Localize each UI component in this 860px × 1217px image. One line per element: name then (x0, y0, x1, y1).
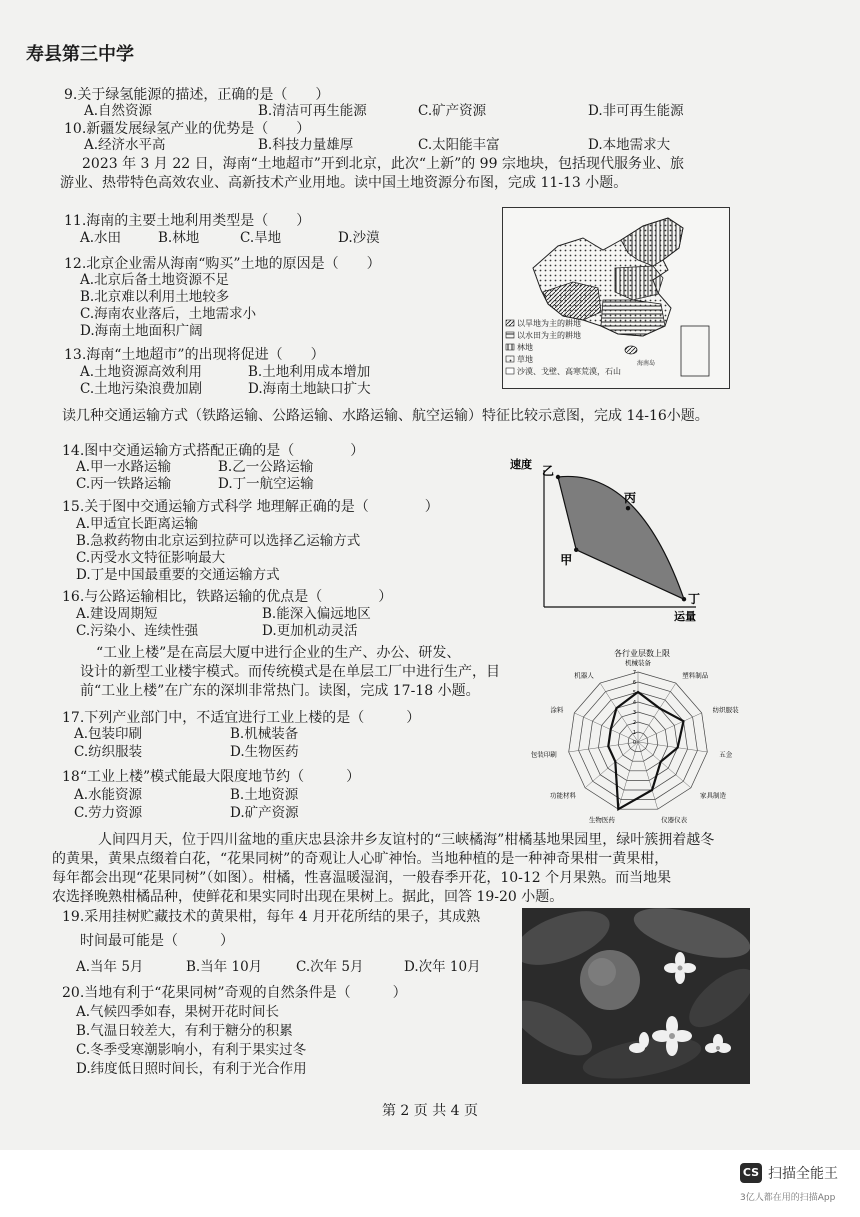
photo-graphic (522, 908, 750, 1084)
map-legend-forest: 林地 (517, 343, 533, 352)
question-20-stem: 20.当地有利于“花果同树”奇观的自然条件是（ ） (62, 985, 407, 1001)
question-14-stem: 14.图中交通运输方式搭配正确的是（ ） (62, 443, 365, 459)
question-13-option-c: C.土地污染浪费加剧 (80, 381, 203, 397)
question-16-stem: 16.与公路运输相比，铁路运输的优点是（ ） (62, 589, 393, 605)
industry-floor-radar-chart (530, 644, 755, 828)
radar-category-0: 机械装备 (625, 659, 651, 667)
transport-point-label-3: 丁 (688, 592, 701, 607)
map-region-north-plain (615, 266, 663, 300)
question-13-option-a: A.土地资源高效利用 (80, 364, 203, 380)
radar-tick-4: 4 (632, 700, 636, 706)
question-10-option-d: D.本地需求大 (588, 137, 671, 153)
question-12-option-b: B.北京难以利用土地较多 (80, 289, 230, 305)
radar-tick-3: 3 (632, 710, 636, 716)
question-19-option-a: A.当年 5月 (76, 959, 144, 975)
question-19-stem-line-2: 时间最可能是（ ） (80, 933, 234, 949)
question-9-option-a: A.自然资源 (84, 103, 153, 119)
question-15-option-a: A.甲适宜长距离运输 (76, 516, 199, 532)
camscanner-logo-icon: CS (740, 1163, 762, 1183)
question-20-option-a: A.气候四季如春，果树开花时间长 (76, 1004, 280, 1020)
radar-category-6: 生物医药 (588, 815, 615, 824)
question-9-stem: 9.关于绿氢能源的描述，正确的是（ ） (64, 87, 330, 103)
question-17-option-d: D.生物医药 (230, 744, 299, 760)
transport-point-label-0: 乙 (542, 464, 555, 478)
radar-category-7: 功能材料 (550, 791, 576, 800)
map-legend-grassland: 草地 (517, 355, 533, 364)
legend-swatch-forest (506, 344, 514, 350)
radar-spoke-7 (585, 742, 638, 788)
question-14-option-d: D.丁一航空运输 (218, 476, 314, 492)
question-17-option-a: A.包装印刷 (74, 726, 143, 742)
question-15-option-d: D.丁是中国最重要的交通运输方式 (76, 567, 280, 583)
question-19-option-d: D.次年 10月 (404, 959, 481, 975)
map-region-south-paddy (601, 300, 665, 336)
radar-category-5: 仪器仪表 (661, 815, 688, 824)
camscanner-name: 扫描全能王 (768, 1166, 838, 1182)
question-10-stem: 10.新疆发展绿氢产业的优势是（ ） (64, 121, 311, 137)
radar-category-2: 纺织服装 (712, 705, 739, 714)
question-16-option-c: C.污染小、连续性强 (76, 623, 199, 639)
transport-comparison-chart (508, 452, 708, 622)
map-legend-dryland: 以旱地为主的耕地 (517, 319, 581, 328)
question-18-stem: 18“工业上楼”模式能最大限度地节约（ ） (62, 769, 361, 785)
question-10-option-a: A.经济水平高 (84, 137, 166, 153)
question-16-option-d: D.更加机动灵活 (262, 623, 358, 639)
page-footer: 第 2 页 共 4 页 (381, 1103, 479, 1119)
question-12-stem: 12.北京企业需从海南“购买”土地的原因是（ ） (64, 256, 381, 272)
passage-3-line-3: 前“工业上楼”在广东的深圳非常热门。读图，完成 17-18 小题。 (80, 683, 480, 699)
question-16-option-b: B.能深入偏远地区 (262, 606, 371, 622)
question-18-option-c: C.劳力资源 (74, 805, 143, 821)
passage-4-line-4: 农选择晚熟柑橘品种，使鲜花和果实同时出现在果树上。据此，回答 19-20 小题。 (52, 889, 564, 905)
radar-tick-1: 1 (632, 730, 636, 736)
question-20-option-c: C.冬季受寒潮影响小，有利于果实过冬 (76, 1042, 307, 1058)
china-land-resource-map (502, 207, 730, 389)
question-13-stem: 13.海南“土地超市”的出现将促进（ ） (64, 347, 325, 363)
question-20-option-b: B.气温日较差大，有利于糖分的积累 (76, 1023, 293, 1039)
map-legend-paddy: 以水田为主的耕地 (517, 331, 581, 340)
passage-3-line-2: 设计的新型工业楼宇模式。而传统模式是在单层工厂中进行生产，目 (80, 664, 500, 680)
transport-point-label-1: 丙 (624, 491, 637, 506)
question-18-option-d: D.矿产资源 (230, 805, 299, 821)
question-16-option-a: A.建设周期短 (76, 606, 158, 622)
question-12-option-d: D.海南土地面积广阔 (80, 323, 203, 339)
passage-4-line-1: 人间四月天，位于四川盆地的重庆忠县涂井乡友谊村的“三峡橘海”柑橘基地果园里，绿叶簇拥着越冬 (98, 832, 715, 848)
radar-tick-0: 0 (632, 740, 636, 746)
transport-point-1 (626, 506, 630, 510)
question-9-option-d: D.非可再生能源 (588, 103, 684, 119)
legend-swatch-dryland (506, 320, 514, 326)
question-18-option-a: A.水能资源 (74, 787, 143, 803)
radar-spoke-4 (638, 742, 691, 788)
legend-swatch-paddy (506, 332, 514, 338)
passage-land-supermarket (60, 155, 684, 193)
south-sea-inset (681, 326, 709, 376)
radar-category-8: 包装印刷 (530, 750, 557, 759)
question-17-option-b: B.机械装备 (230, 726, 299, 742)
question-11-stem: 11.海南的主要土地利用类型是（ ） (64, 213, 311, 229)
radar-tick-6: 6 (632, 680, 636, 686)
question-19-stem-line-1: 19.采用挂树贮藏技术的黄果柑，每年 4 月开花所结的果子，其成熟 (62, 909, 481, 925)
question-11-option-c: C.旱地 (240, 230, 282, 246)
radar-series-line (608, 692, 683, 809)
transport-point-2 (574, 548, 578, 552)
question-9-option-b: B.清洁可再生能源 (258, 103, 367, 119)
passage-1-line-2: 游业、热带特色高效农业、高新技术产业用地。读中国土地资源分布图，完成 11-13 小题。 (60, 175, 628, 191)
transport-region (558, 476, 684, 599)
question-14-option-b: B.乙一公路运输 (218, 459, 314, 475)
transport-point-0 (556, 475, 560, 479)
question-17-option-c: C.纺织服装 (74, 744, 143, 760)
question-15-option-c: C.丙受水文特征影响最大 (76, 550, 226, 566)
china-map-graphic (503, 208, 729, 388)
map-legend-desert: 沙漠、戈壁、高寒荒漠，石山 (517, 367, 621, 376)
question-10-option-b: B.科技力量雄厚 (258, 137, 354, 153)
radar-tick-7: 7 (632, 670, 636, 676)
transport-x-label: 运量 (674, 610, 696, 622)
passage-industry-upstairs (80, 644, 500, 701)
citrus-flower-fruit-photo (522, 908, 750, 1084)
radar-category-3: 五金 (719, 750, 733, 759)
question-15-stem: 15.关于图中交通运输方式科学 地理解正确的是（ ） (62, 499, 439, 515)
question-15-option-b: B.急救药物由北京运到拉萨可以选择乙运输方式 (76, 533, 361, 549)
passage-4-line-3: 每年都会出现“花果同树”（如图）。柑橘，性喜温暖湿润，一般春季开花，10-12 个月果熟。而当地果 (52, 870, 672, 886)
radar-title: 各行业层数上限 (614, 649, 670, 658)
radar-category-4: 家具制造 (700, 791, 726, 800)
radar-category-9: 涂料 (550, 705, 564, 714)
legend-swatch-desert (506, 368, 514, 374)
question-14-option-a: A.甲一水路运输 (76, 459, 172, 475)
passage-citrus (52, 831, 714, 907)
question-17-stem: 17.下列产业部门中，不适宜进行工业上楼的是（ ） (62, 710, 421, 726)
hainan-island-shape (625, 346, 637, 354)
question-9-option-c: C.矿产资源 (418, 103, 487, 119)
question-14-option-c: C.丙一铁路运输 (76, 476, 172, 492)
question-20-option-d: D.纬度低日照时间长，有利于光合作用 (76, 1061, 307, 1077)
question-19-option-c: C.次年 5月 (296, 959, 364, 975)
question-12-option-a: A.北京后备土地资源不足 (80, 272, 230, 288)
passage-1-line-1: 2023 年 3 月 22 日，海南“土地超市”开到北京，此次“上新”的 99 宗地块，包括现代服务业、旅 (82, 156, 684, 172)
question-18-option-b: B.土地资源 (230, 787, 299, 803)
question-11-option-a: A.水田 (80, 230, 122, 246)
transport-y-label: 速度 (510, 458, 532, 471)
question-13-option-b: B.土地利用成本增加 (248, 364, 371, 380)
radar-tick-2: 2 (632, 720, 636, 726)
question-12-option-c: C.海南农业落后，土地需求小 (80, 306, 257, 322)
passage-3-line-1: “工业上楼”是在高层大厦中进行企业的生产、办公、研发、 (96, 645, 461, 661)
transport-point-3 (682, 597, 686, 601)
question-10-option-c: C.太阳能丰富 (418, 137, 500, 153)
transport-point-label-2: 甲 (560, 552, 573, 567)
radar-tick-5: 5 (632, 690, 636, 696)
school-name: 寿县第三中学 (26, 44, 134, 65)
question-13-option-d: D.海南土地缺口扩大 (248, 381, 371, 397)
radar-category-10: 机器人 (574, 671, 594, 680)
question-19-option-b: B.当年 10月 (186, 959, 263, 975)
question-11-option-d: D.沙漠 (338, 230, 380, 246)
passage-transport: 读几种交通运输方式（铁路运输、公路运输、水路运输、航空运输）特征比较示意图，完成 14-16小题。 (62, 408, 709, 424)
camscanner-tagline: 3亿人都在用的扫描App (740, 1193, 836, 1203)
map-label-hainan: 海南岛 (637, 360, 656, 367)
question-11-option-b: B.林地 (158, 230, 200, 246)
radar-category-1: 塑料制品 (682, 671, 709, 680)
legend-swatch-grassland (506, 356, 514, 362)
passage-4-line-2: 的黄果，黄果点缀着白花，“花果同树”的奇观让人心旷神怡。当地种植的是一种神奇果柑一黄果柑， (52, 851, 669, 867)
